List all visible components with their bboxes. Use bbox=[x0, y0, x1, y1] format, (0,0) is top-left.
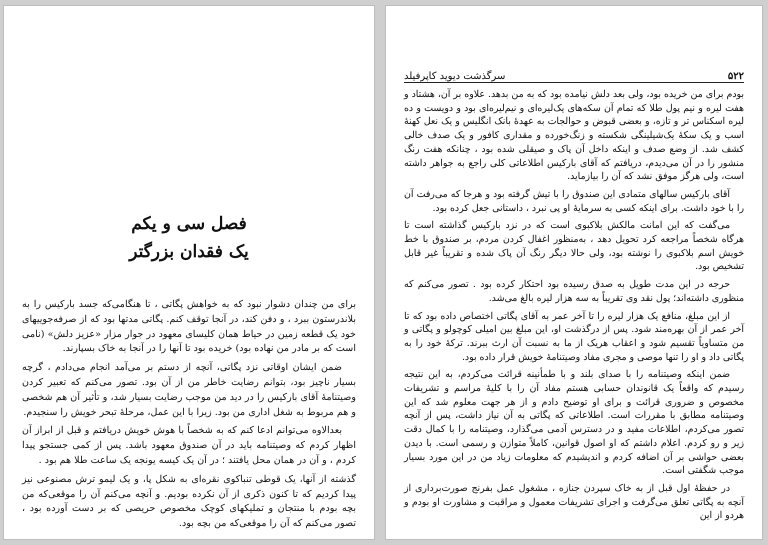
paragraph: می‌گفت که این امانت مالکش بلاکبوی است که در نزد بارکیس گذاشته است تا هرگاه شخصاً مراجعه کرد تحویل دهد ، به‌منظور اغفال کردن مردم، بر صندوق با خط خویش اسم بلاکبوی را نوشته بود، ولی حالا دیگر رنگ آن پاک شده و تقریباً غیر قابل تشخیص بود. bbox=[404, 220, 744, 273]
paragraph: گذشته از آنها، یک قوطی تنباکوی نقره‌ای به شکل پا، و یک لیمو ترش مصنوعی نیز پیدا کردیم که تا کنون ذکری از آن نکرده بودیم. و آنچه می‌کنم آن را موقعی‌که من بچه بودم با منتجان و تملیکهای کوچک مخصوص حریصی که بر دست آورده بود ، تصور می‌کنم که آن را موقعی‌که من بچه بود. bbox=[22, 473, 356, 530]
paragraph: حرجه در این مدت طویل به صدق رسیده بود احتکار کرده بود . تصور می‌کنم که منظوری داشته‌اند؛ پول نقد وی تقریباً به سه هزار لیره بالغ می‌شد. bbox=[404, 279, 744, 304]
running-head-title: سرگذشت دیوید کاپرفیلد bbox=[404, 71, 506, 82]
page-number: ۵۲۲ bbox=[727, 71, 744, 82]
right-page bbox=[386, 6, 762, 539]
paragraph: از این مبلغ، منافع یک هزار لیره را تا آخر عمر به آقای پگاتی اختصاص داده بود که تا آخر عمر از آن بهره‌مند شود. پس از درگذشت او، این مبلغ بین امیلی کوچولو و پگاتی و من متساویاً تقسیم شود و اعقاب هریک از ما به نسبت آن ارث ببرند. ترکهٔ خود را به پگاتی داد و او را تنها موصی و مجری مفاد وصیتنامهٔ خویش قرار داده بود. bbox=[404, 310, 744, 363]
paragraph: بودم برای من خریده بود، ولی بعد دلش نیامده بود که به من بدهد. علاوه بر آن، هشتاد و هفت لیره و نیم پول طلا که تمام آن سکه‌های یک‌لیره‌ای و نیم‌لیره‌ای بود و دویست و ده لیره اسکناس تر و تازه، و بعضی قبوض و حوالجات به عهدهٔ بانک انگلیس و یک نعل کهنهٔ اسب و یک سکهٔ یک‌شیلینگی شکسته و زنگ‌خورده و مقداری کافور و یک صدف خالی کشف شد. از وضع صدف و اینکه داخل آن پاک و صیقلی شده بود ، چنانکه هفت رنگ منشور را در آن می‌دیدم، دریافتم که آقای بارکیس اطلاعاتی کلی راجع به جواهر داشته است، ولی هرگز موفق نشد که آن را بیازماید. bbox=[404, 89, 744, 183]
left-page-body bbox=[22, 298, 356, 536]
paragraph: آقای بارکیس سالهای متمادی این صندوق را با تیش گرفته بود و هرجا که می‌رفت آن را با خود داشت. برای اینکه کسی به سرمایهٔ او پی نبرد ، داستانی جعل کرده بود. bbox=[404, 188, 744, 214]
running-head bbox=[404, 64, 744, 83]
paragraph: در حفظهٔ اول قبل از به خاک سپردن جنازه ، مشغول عمل بفرنج صورت‌برداری از آنچه به پگاتی تعلق می‌گرفت و اجرای تشریفات معمول و مراقبت و مشاورت او بودم و هردو از این bbox=[404, 482, 744, 522]
paragraph: ضمن اینکه وصیتنامه را با صدای بلند و با طمأنینه قرائت می‌کردم، به این نتیجه رسیدم که واقعاً یک قانوندان حسابی هستم مفاد آن را با کلیهٔ مراسم و تشریفات مخصوص و ضروری قرائت و برای او توضیح دادم و از هر جهت معلوم شد که این وصیتنامه مطابق با مقررات است. اطلاعاتی که پگاتی به آن نیاز داشت، پس از آنچه تصور می‌کردم، اطلاعات مفید و در دسترس آدمی می‌گذارد، وصیتنامه را با کمال دقت زیر و رو کردم. اعلام داشتم که او اصول قوانین، کاملاً متوازن و رسمی است. با دیدن بعضی حواشی بر آن اضافه کردم و اندیشیدم که معلومات زیاد من در این مورد بسیار موجب شگفتی است. bbox=[404, 369, 744, 477]
chapter-subtitle: یک فقدان بزرگتر bbox=[129, 242, 249, 262]
paragraph: برای من چندان دشوار نبود که به خواهش پگاتی ، تا هنگامی‌که جسد بارکیس را به بلاندرستون ببرد ، و دفن کند، در آنجا توقف کنم. پگاتی مدتها بود که از صرفه‌جوییهای خود یک قطعه زمین در حیاط همان کلیسای معهود در جوار مزار «عزیز دلش» (نامی است که بر مادر من نهاده بود) خریده بود تا آنها را در آنجا به خاک بسپارند. bbox=[22, 299, 356, 355]
left-page bbox=[4, 6, 374, 539]
paragraph: ضمن ایشان اوقاتی نزد پگاتی، آنچه از دستم بر می‌آمد انجام می‌دادم ، گرچه بسیار ناچیز بود، بتوانم رضایت خاطر من از آن بود. تصور می‌کنم که تعبیر کردن وصیتنامهٔ آقای بارکیس را در دید من موجب رضایت بسیار شد، و تأثیر آن هم شخصی و هم مربوط به شغل اداری من بود. زیرا با این عمل، مرحلهٔ تبحر خویش را سنجیدم. bbox=[22, 362, 356, 418]
paragraph: بعدالاوه می‌توانم ادعا کنم که به شخصاً با هوش خویش دریافتم و قبل از ابراز آن اظهار کردم که وصیتنامه باید در آن صندوق معهود باشد. پس از کمی جستجو پیدا کردم ، و آن در همان محل یافتند ؛ در آن یک کیسه یونجه یک ساعت طلا هم بود . bbox=[22, 425, 356, 466]
right-page-body bbox=[404, 88, 744, 527]
chapter-title: فصل سی و یکم bbox=[131, 214, 247, 234]
